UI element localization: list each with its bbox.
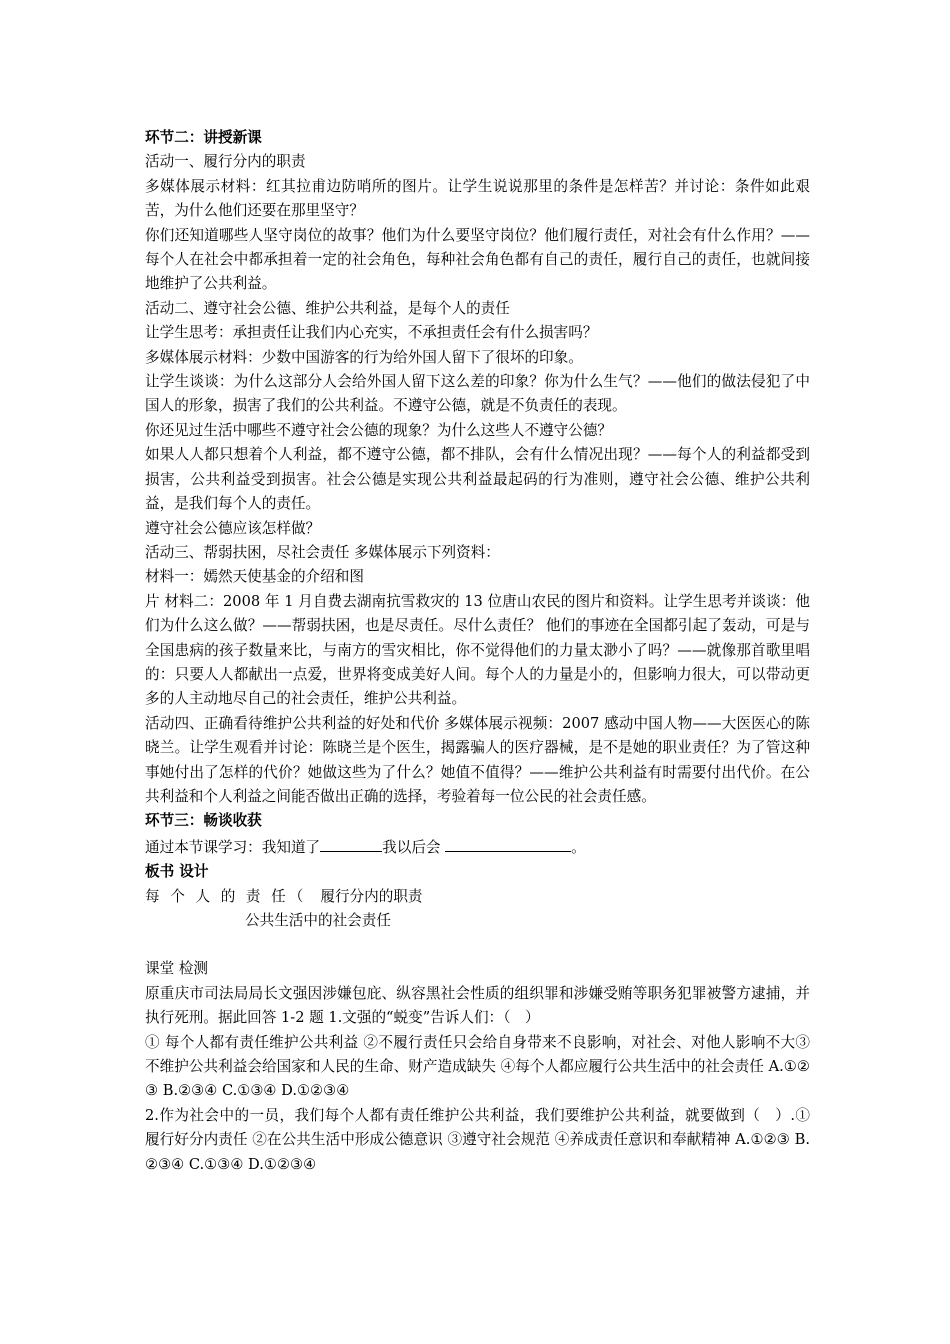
test-intro: 原重庆市司法局局长文强因涉嫌包庇、纵容黑社会性质的组织罪和涉嫌受贿等职务犯罪被警方逮捕，并执行死刑。据此回答 1-2 题 1.文强的“蜕变”告诉人们：（ ） xyxy=(145,984,810,1027)
paragraph: 让学生思考：承担责任让我们内心充实，不承担责任会有什么损害吗？ xyxy=(145,324,598,342)
board-line-1 xyxy=(145,885,810,909)
class-test-title: 课堂 检测 xyxy=(145,960,209,978)
activity-1-title: 活动一、履行分内的职责 xyxy=(145,153,306,171)
fill-blank-1 xyxy=(320,834,382,852)
summary-text-3: 。 xyxy=(571,838,586,856)
board-sub-1: 履行分内的职责 xyxy=(320,887,423,905)
paragraph: 让学生谈谈：为什么这部分人会给外国人留下这么差的印象？你为什么生气？——他们的做法侵犯了中国人的形象，损害了我们的公共利益。不遵守公德，就是不负责任的表现。 xyxy=(145,373,810,415)
paragraph: 材料一：嫣然天使基金的介绍和图 xyxy=(145,568,364,586)
board-sub-2: 公共生活中的社会责任 xyxy=(245,912,391,929)
board-design-title: 板书 设计 xyxy=(145,863,209,881)
paragraph: 多媒体展示材料：少数中国游客的行为给外国人留下了很坏的印象。 xyxy=(145,348,583,366)
summary-text-1: 通过本节课学习：我知道了 xyxy=(145,838,321,856)
spacer xyxy=(145,933,810,957)
summary-line xyxy=(145,834,810,860)
paragraph: 片 材料二：2008 年 1 月自费去湖南抗雪救灾的 13 位唐山农民的图片和资料。让学生思考并谈谈：他们为什么这么做？——帮弱扶困，也是尽责任。尽什么责任？ 他们的事迹在全国都引起了轰动，可是与全国患病的孩子数量来比，与南方的雪灾相比，你不觉得他们的力量太渺小了吗？——就像那首歌里唱的：只要人人都献出一点爱，世界将变成美好人间。每个人的力量是小的，但影响力很大，可以带动更多的人主动地尽自己的社会责任，维护公共利益。 xyxy=(145,592,810,708)
paragraph: 你还见过生活中哪些不遵守社会公德的现象？为什么这些人不遵守公德？ xyxy=(145,421,613,439)
document-body xyxy=(145,126,810,1177)
paragraph: 遵守社会公德应该怎样做？ xyxy=(145,519,321,537)
section-heading-3: 环节三：畅谈收获 xyxy=(145,812,262,830)
board-main: 每 个 人 的 责 任（ xyxy=(145,887,307,905)
paragraph: 如果人人都只想着个人利益，都不遵守公德，都不排队，会有什么情况出现？——每个人的利益都受到损害，公共利益受到损害。社会公德是实现公共利益最起码的行为准则，遵守社会公德、维护公共利益，是我们每个人的责任。 xyxy=(145,446,810,513)
paragraph: 你们还知道哪些人坚守岗位的故事？他们为什么要坚守岗位？他们履行责任，对社会有什么作用？——每个人在社会中都承担着一定的社会角色，每种社会角色都有自己的责任，履行自己的责任，也就间接地维护了公共利益。 xyxy=(145,226,810,293)
section-heading-2: 环节二：讲授新课 xyxy=(145,129,262,146)
paragraph: 多媒体展示材料：红其拉甫边防哨所的图片。让学生说说那里的条件是怎样苦？并讨论：条件如此艰苦，为什么他们还要在那里坚守？ xyxy=(145,177,810,220)
activity-3-title: 活动三、帮弱扶困，尽社会责任 多媒体展示下列资料： xyxy=(145,543,500,561)
fill-blank-2 xyxy=(445,834,571,852)
question-2: 2.作为社会中的一员，我们每个人都有责任维护公共利益，我们要维护公共利益，就要做到（ ）.① 履行好分内责任 ②在公共生活中形成公德意识 ③遵守社会规范 ④养成责任意识和奉献精神 A.①②③ B.②③④ C.①③④ D.①②③④ xyxy=(145,1106,810,1173)
activity-4-paragraph: 活动四、正确看待维护公共利益的好处和代价 多媒体展示视频：2007 感动中国人物——大医医心的陈晓兰。让学生观看并讨论：陈晓兰是个医生，揭露骗人的医疗器械，是不是她的职业责任？为了管这种事她付出了怎样的代价？她做这些为了什么？她值不值得？——维护公共利益有时需要付出代价。在公共利益和个人利益之间能否做出正确的选择，考验着每一位公民的社会责任感。 xyxy=(145,714,810,805)
question-1-options: ① 每个人都有责任维护公共利益 ②不履行责任只会给自身带来不良影响，对社会、对他人影响不大③不维护公共利益会给国家和人民的生命、财产造成缺失 ④每个人都应履行公共生活中的社会责任 A.①②③ B.②③④ C.①③④ D.①②③④ xyxy=(145,1033,810,1100)
activity-2-title: 活动二、遵守社会公德、维护公共利益，是每个人的责任 xyxy=(145,299,510,317)
summary-text-2: 我以后会 xyxy=(382,838,441,856)
